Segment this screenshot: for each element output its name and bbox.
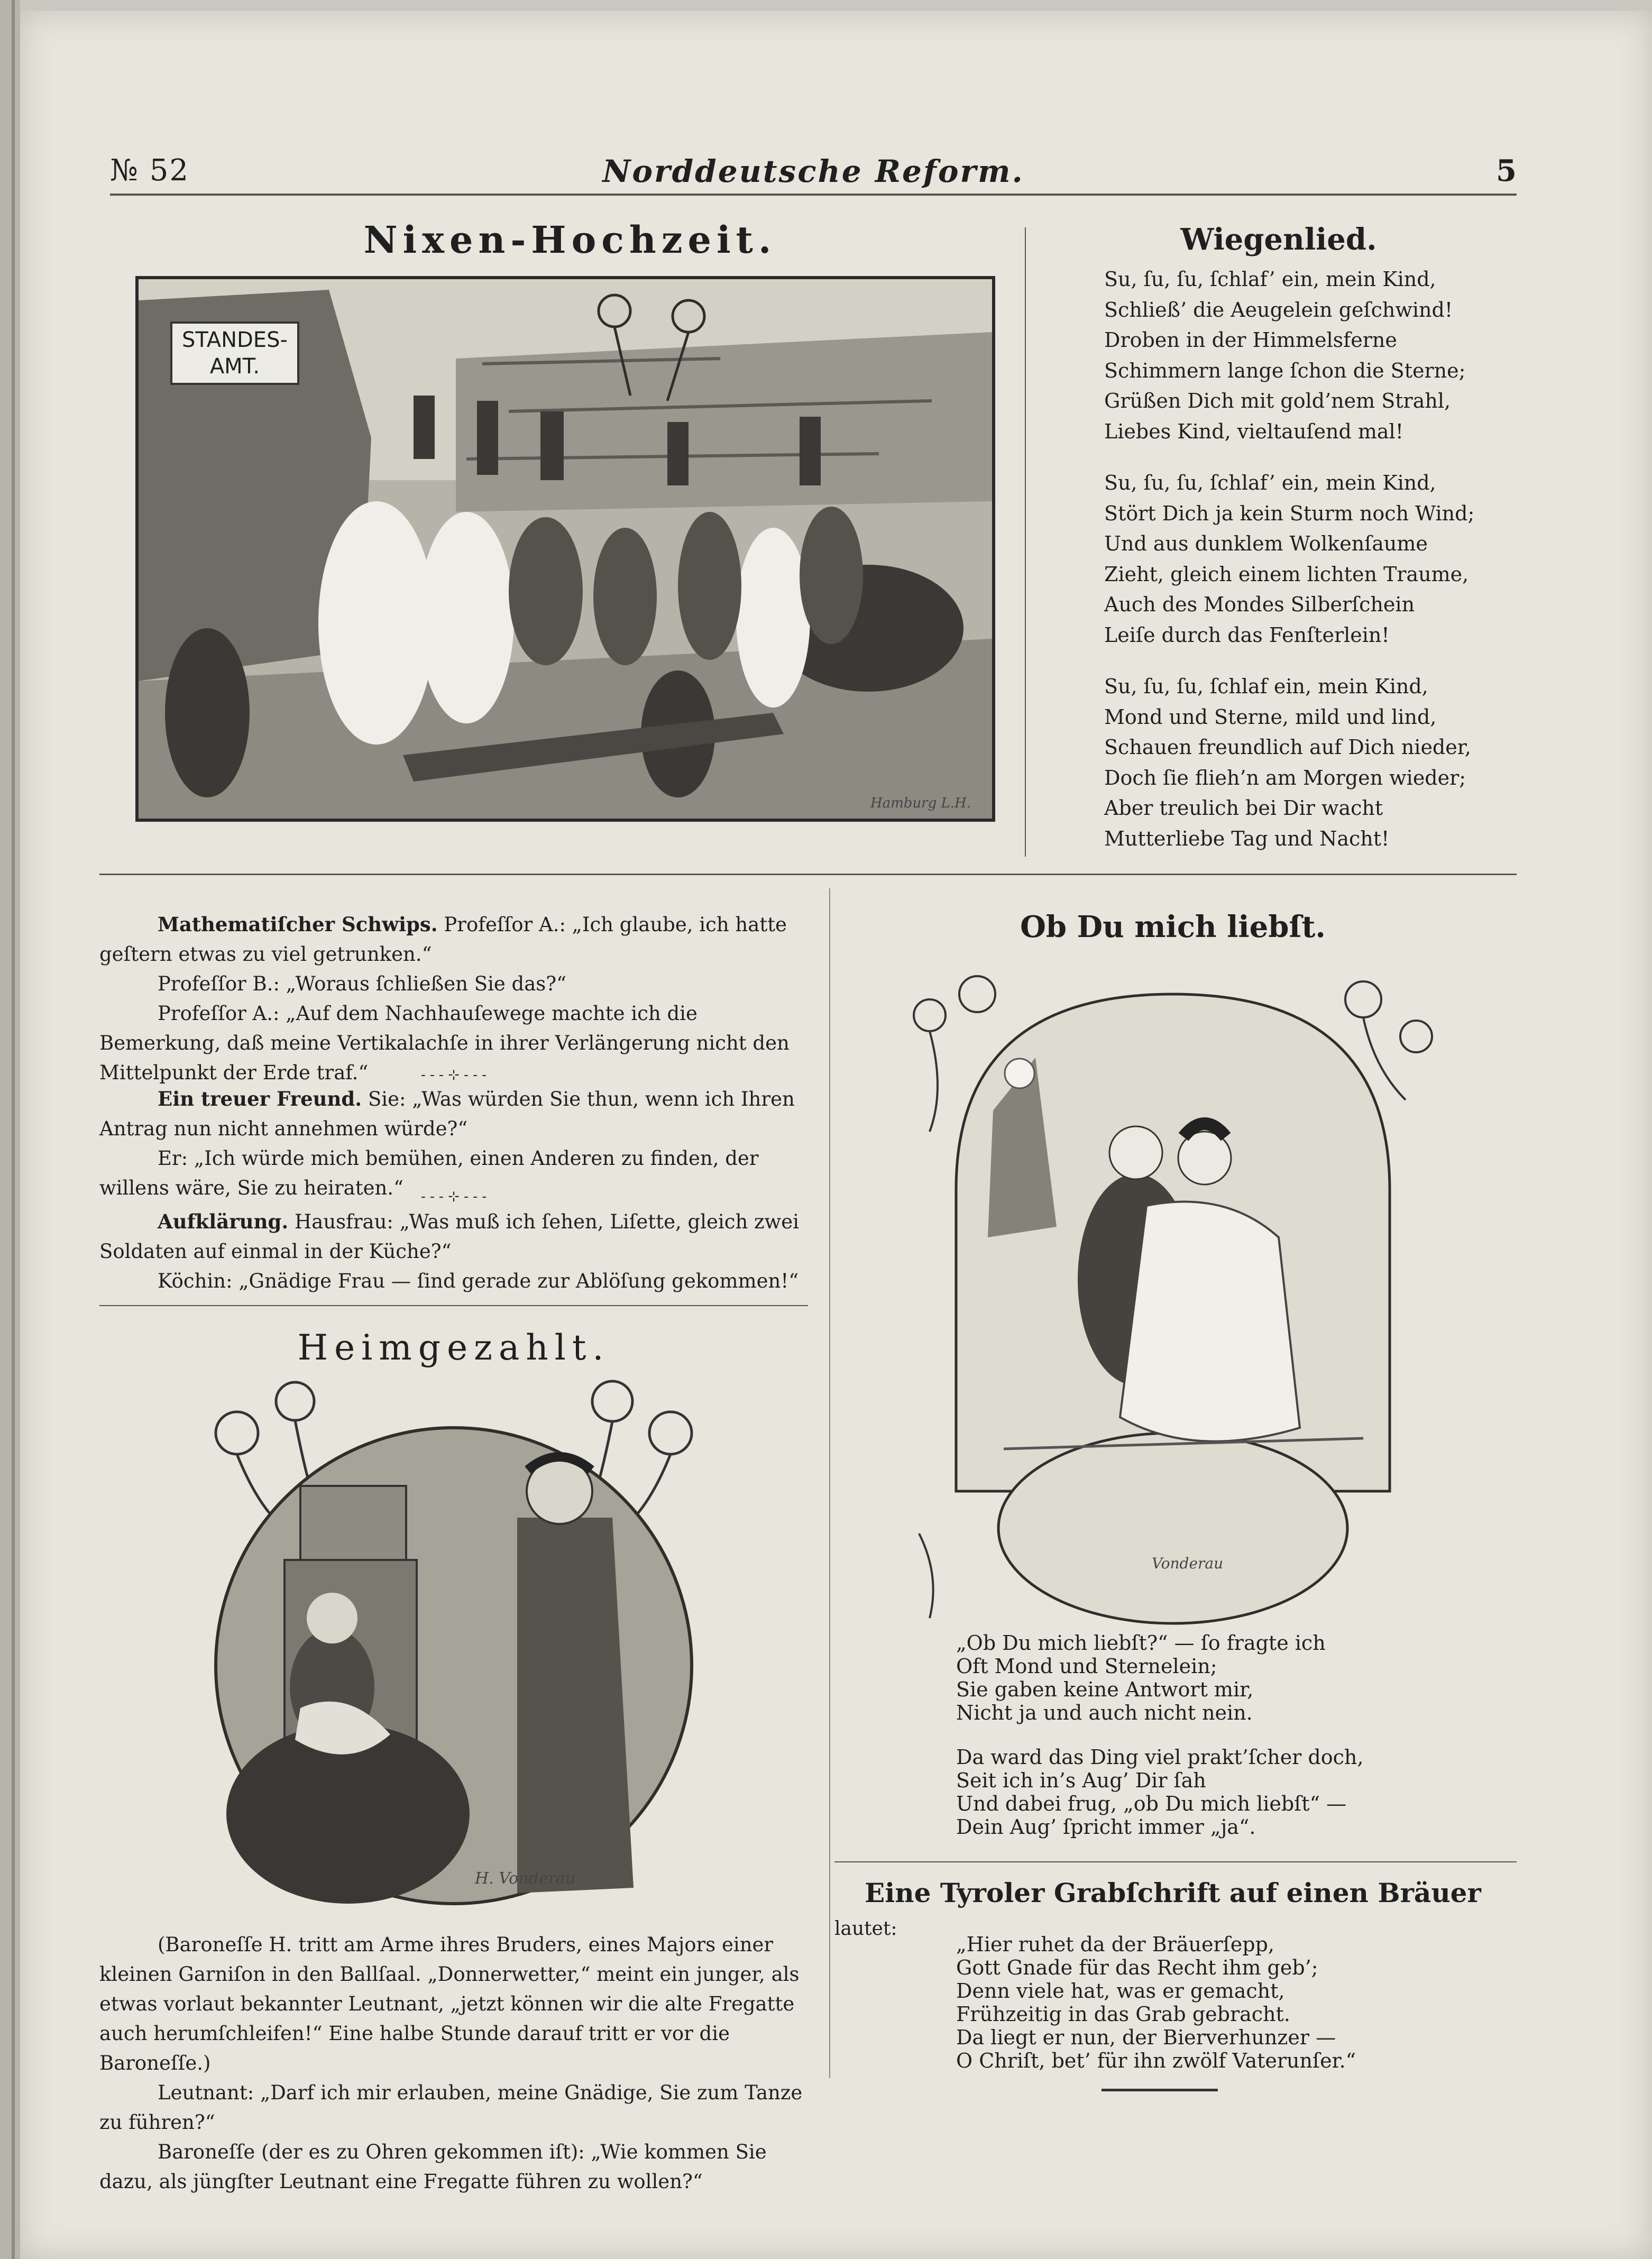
poem-line: Denn viele hat, was er gemacht,: [956, 1979, 1285, 2003]
anecdote-text: Sie: „Was würden Sie thun, wenn ich Ihren Antrag nun nicht annehmen würde?“: [99, 1088, 795, 1140]
stanza: [1104, 672, 1559, 854]
newspaper-title: Norddeutsche Reform.: [602, 153, 1024, 189]
poem-line: Schließ’ die Aeugelein geſchwind!: [1104, 298, 1453, 322]
poem-line: Da liegt er nun, der Bierverhunzer —: [956, 2026, 1336, 2049]
header-rule: [110, 194, 1517, 196]
book-spine-line: [12, 0, 15, 2259]
page-header: [110, 153, 1517, 196]
poem-line: Schimmern lange ſchon die Sterne;: [1104, 359, 1466, 382]
stanza: [1104, 468, 1559, 650]
stanza: [956, 1631, 1485, 1724]
grabschrift-rule: [834, 1861, 1517, 1862]
page-number: 5: [1496, 153, 1517, 188]
poem-line: Su, ſu, ſu, ſchlaf’ ein, mein Kind,: [1104, 268, 1436, 291]
poem-line: Gott Gnade für das Recht ihm geb’;: [956, 1956, 1318, 1979]
standesamt-sign: [170, 322, 299, 385]
poem-line: Dein Aug’ ſpricht immer „ja“.: [956, 1815, 1256, 1839]
end-rule: [1102, 2089, 1218, 2091]
anecdote-text: Profeſſor A.: „Ich glaube, ich hatte geſtern etwas zu viel getrunken.“: [99, 913, 787, 966]
poem-line: Oft Mond und Sternelein;: [956, 1655, 1217, 1678]
grabschrift-lead: lautet:: [834, 1918, 897, 1940]
wiegenlied-title: Wiegenlied.: [1180, 222, 1377, 257]
nixen-illustration: [135, 276, 995, 822]
paragraph: (Baroneſſe H. tritt am Arme ihres Bruders, eines Majors einer kleinen Garniſon in den Ballſaal. „Donnerwetter,“ meint ein junger, als etwas vorlaut bekannter Leutnant, „jetzt können wir die alte Fregatte auch herumſchleifen!“ Eine halbe Stunde darauf tritt er vor die Baroneſſe.): [99, 1933, 800, 2074]
ornament-divider: - - - ⊹ - - -: [420, 1189, 487, 1205]
anecdote-heading: Mathematiſcher Schwips.: [158, 913, 438, 936]
poem-line: Droben in der Himmelsferne: [1104, 328, 1397, 352]
ob-du-poem: [956, 1631, 1485, 1839]
poem-line: Su, ſu, ſu, ſchlaf ein, mein Kind,: [1104, 675, 1428, 698]
sign-line-1: STANDES-: [182, 328, 288, 352]
poem-line: Und dabei frug, „ob Du mich liebſt“ —: [956, 1792, 1347, 1815]
poem-line: Doch ſie flieh’n am Morgen wieder;: [1104, 766, 1466, 789]
poem-line: Stört Dich ja kein Sturm noch Wind;: [1104, 501, 1475, 525]
paragraph: Köchin: „Gnädige Frau — ſind gerade zur Ablöſung gekommen!“: [158, 1270, 799, 1292]
poem-line: Aber treulich bei Dir wacht: [1104, 796, 1383, 820]
ob-du-signature: Vonderau: [1152, 1555, 1224, 1572]
ob-du-illustration: [898, 962, 1448, 1639]
anecdote-freund: [99, 1084, 808, 1203]
paragraph: Profeſſor B.: „Woraus ſchließen Sie das?“: [158, 972, 567, 995]
poem-line: Und aus dunklem Wolkenſaume: [1104, 532, 1428, 555]
anecdote-heading: Ein treuer Freund.: [158, 1087, 362, 1110]
anecdote-mathematik: [99, 910, 808, 1088]
nixen-signature: Hamburg L.H.: [870, 795, 971, 811]
paragraph: [99, 910, 808, 969]
poem-line: Leiſe durch das Fenſterlein!: [1104, 623, 1390, 647]
poem-line: Sie gaben keine Antwort mir,: [956, 1678, 1254, 1701]
book-gutter: [0, 0, 20, 2259]
ornament-divider: - - - ⊹ - - -: [420, 1067, 487, 1083]
poem-line: Da ward das Ding viel prakt’ſcher doch,: [956, 1746, 1364, 1769]
stanza: [956, 1746, 1485, 1839]
poem-line: O Chriſt, bet’ für ihn zwölf Vaterunſer.“: [956, 2049, 1356, 2072]
paragraph: [99, 1084, 808, 1144]
paragraph: Er: „Ich würde mich bemühen, einen Anderen zu finden, der willens wäre, Sie zu heiraten.“: [99, 1147, 759, 1199]
grabschrift-poem: [956, 1933, 1506, 2072]
nixen-title: Nixen-Hochzeit.: [363, 218, 777, 262]
poem-line: Schauen freundlich auf Dich nieder,: [1104, 736, 1471, 759]
ob-du-title: Ob Du mich liebſt.: [1020, 910, 1326, 944]
anecdote-text: Hausfrau: „Was muß ich ſehen, Liſette, gleich zwei Soldaten auf einmal in der Küche?“: [99, 1210, 799, 1263]
poem-line: „Ob Du mich liebſt?“ — ſo fragte ich: [956, 1631, 1326, 1655]
paragraph: [99, 1207, 808, 1266]
poem-line: Seit ich in’s Aug’ Dir ſah: [956, 1769, 1206, 1792]
poem-line: Grüßen Dich mit gold’nem Strahl,: [1104, 389, 1451, 412]
poem-line: Frühzeitig in das Grab gebracht.: [956, 2003, 1290, 2026]
poem-line: Auch des Mondes Silberſchein: [1104, 593, 1415, 616]
poem-line: „Hier ruhet da der Bräuerſepp,: [956, 1933, 1274, 1956]
anecdote-heading: Aufklärung.: [158, 1210, 289, 1233]
poem-line: Zieht, gleich einem lichten Traume,: [1104, 562, 1469, 586]
sign-line-2: AMT.: [209, 354, 260, 379]
anecdote-rule: [99, 1305, 808, 1306]
paragraph: Profeſſor A.: „Auf dem Nachhauſewege machte ich die Bemerkung, daß meine Vertikalachſe in ihrer Verlängerung nicht den Mittelpunkt der Erde traf.“: [99, 1002, 790, 1084]
newspaper-page: [20, 11, 1652, 2259]
couple-scene-image: [898, 962, 1448, 1639]
lower-column-divider: [829, 888, 830, 2078]
heimgezahlt-title: Heimgezahlt.: [297, 1327, 610, 1368]
top-column-divider: [1025, 227, 1026, 857]
paragraph: Baroneſſe (der es zu Ohren gekommen iſt): „Wie kommen Sie dazu, als jüngſter Leutnant eine Fregatte führen zu wollen?“: [99, 2141, 767, 2193]
poem-line: Mutterliebe Tag und Nacht!: [1104, 827, 1390, 850]
heimgezahlt-text: [99, 1930, 808, 2197]
section-rule: [99, 874, 1517, 875]
issue-number: № 52: [110, 153, 190, 188]
heimgezahlt-signature: H. Vonderau: [475, 1869, 576, 1888]
ballroom-scene-image: [179, 1370, 729, 1920]
poem-line: Liebes Kind, vieltauſend mal!: [1104, 419, 1403, 443]
wiegenlied-poem: [1104, 264, 1559, 854]
paragraph: Leutnant: „Darf ich mir erlauben, meine Gnädige, Sie zum Tanze zu führen?“: [99, 2081, 803, 2134]
poem-line: Su, ſu, ſu, ſchlaf’ ein, mein Kind,: [1104, 471, 1436, 494]
stanza: [1104, 264, 1559, 447]
heimgezahlt-illustration: [179, 1370, 729, 1920]
anecdote-aufklaerung: [99, 1207, 808, 1296]
poem-line: Nicht ja und auch nicht nein.: [956, 1701, 1253, 1724]
grabschrift-title: Eine Tyroler Grabſchrift auf einen Bräuer: [865, 1877, 1481, 1908]
poem-line: Mond und Sterne, mild und lind,: [1104, 705, 1437, 729]
